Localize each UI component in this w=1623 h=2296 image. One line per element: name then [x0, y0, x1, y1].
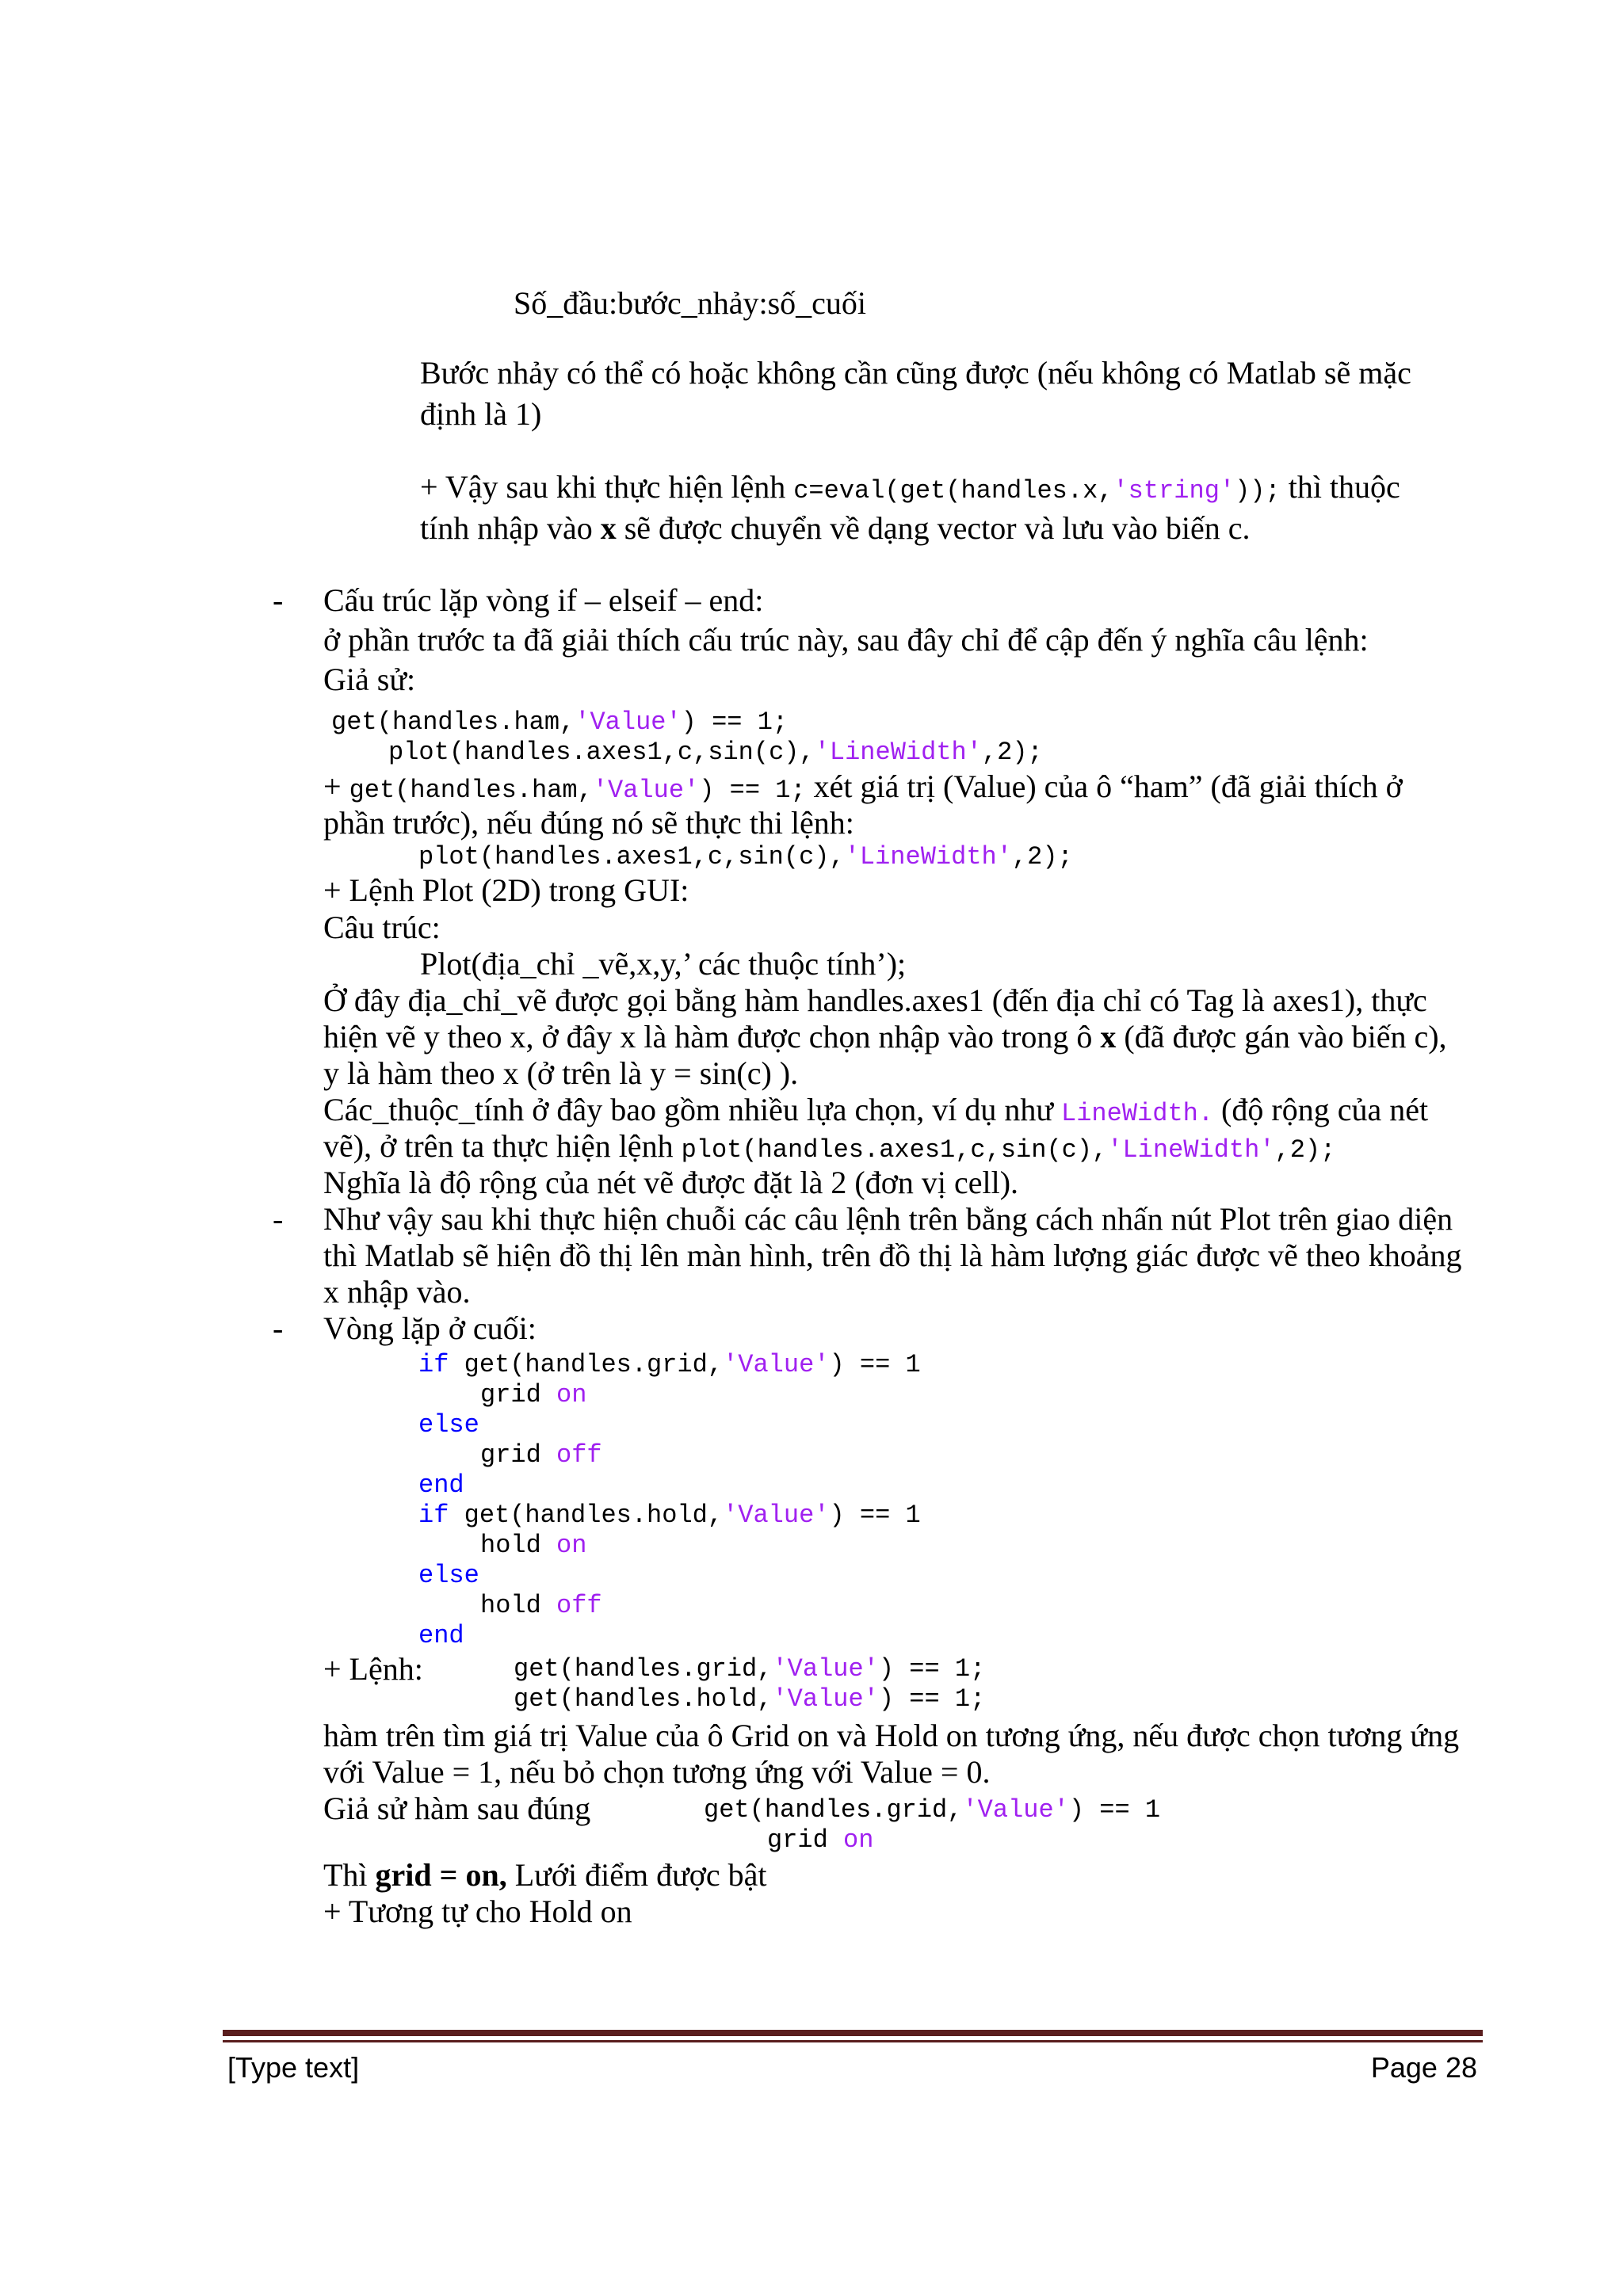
- text-line: Thì grid = on, Lưới điểm được bật: [323, 1857, 767, 1893]
- code-line: get(handles.grid,'Value') == 1;: [514, 1654, 986, 1684]
- text-line: ở phần trước ta đã giải thích cấu trúc này, sau đây chỉ để cập đến ý nghĩa câu lệnh:: [323, 622, 1369, 658]
- code-line: end: [418, 1621, 464, 1650]
- footer-rule-thick: [223, 2030, 1483, 2036]
- text-line: Nghĩa là độ rộng của nét vẽ được đặt là 2 (đơn vị cell).: [323, 1165, 1019, 1200]
- code-line: hold off: [480, 1591, 602, 1620]
- code-line: plot(handles.axes1,c,sin(c),'LineWidth',2);: [418, 842, 1073, 871]
- code-line: get(handles.ham,'Value') == 1;: [331, 707, 789, 737]
- code-line: else: [418, 1561, 479, 1590]
- code-line: else: [418, 1410, 479, 1440]
- text-line: Giả sử hàm sau đúng: [323, 1791, 591, 1826]
- text-line: Số_đầu:bước_nhảy:số_cuối: [514, 285, 866, 321]
- code-line: grid on: [480, 1380, 587, 1409]
- text-line: phần trước), nếu đúng nó sẽ thực thi lệnh:: [323, 805, 854, 841]
- text-line: + Tương tự cho Hold on: [323, 1894, 632, 1929]
- text-line: thì Matlab sẽ hiện đồ thị lên màn hình, trên đồ thị là hàm lượng giác được vẽ theo khoảng: [323, 1238, 1462, 1273]
- text-line: Câu trúc:: [323, 910, 441, 945]
- text-line: hàm trên tìm giá trị Value của ô Grid on và Hold on tương ứng, nếu được chọn tương ứng: [323, 1718, 1460, 1753]
- text-line: Các_thuộc_tính ở đây bao gồm nhiều lựa chọn, ví dụ như LineWidth. (độ rộng của nét: [323, 1092, 1429, 1128]
- code-line: grid off: [480, 1440, 602, 1470]
- bullet-dash: -: [273, 1310, 284, 1346]
- text-line: + Lệnh:: [323, 1651, 423, 1687]
- code-line: grid on: [767, 1825, 874, 1855]
- text-line: y là hàm theo x (ở trên là y = sin(c) ).: [323, 1055, 799, 1091]
- text-line: định là 1): [420, 396, 542, 432]
- text-line: Ở đây địa_chỉ_vẽ được gọi bằng hàm handles.axes1 (đến địa chỉ có Tag là axes1), thực: [323, 982, 1427, 1018]
- code-line: get(handles.grid,'Value') == 1: [704, 1795, 1161, 1825]
- footer-left-text: [Type text]: [227, 2051, 360, 2084]
- text-line: + Vậy sau khi thực hiện lệnh c=eval(get(handles.x,'string')); thì thuộc: [420, 469, 1400, 505]
- code-line: end: [418, 1470, 464, 1500]
- bullet-dash: -: [273, 1201, 284, 1237]
- text-line: Plot(địa_chỉ _vẽ,x,y,’ các thuộc tính’);: [420, 946, 907, 982]
- code-line: get(handles.hold,'Value') == 1;: [514, 1684, 986, 1714]
- text-line: + get(handles.ham,'Value') == 1; xét giá trị (Value) của ô “ham” (đã giải thích ở: [323, 769, 1403, 805]
- text-line: hiện vẽ y theo x, ở đây x là hàm được chọn nhập vào trong ô x (đã được gán vào biến c),: [323, 1019, 1447, 1055]
- text-line: Vòng lặp ở cuối:: [323, 1310, 537, 1346]
- bullet-dash: -: [273, 582, 284, 618]
- code-line: if get(handles.grid,'Value') == 1: [418, 1350, 921, 1379]
- code-line: plot(handles.axes1,c,sin(c),'LineWidth',2);: [388, 738, 1043, 767]
- footer-rule-thin: [223, 2040, 1483, 2042]
- page-number: Page 28: [1370, 2051, 1477, 2084]
- text-line: Cấu trúc lặp vòng if – elseif – end:: [323, 582, 764, 618]
- text-line: x nhập vào.: [323, 1274, 471, 1310]
- text-line: + Lệnh Plot (2D) trong GUI:: [323, 872, 689, 908]
- text-line: với Value = 1, nếu bỏ chọn tương ứng với Value = 0.: [323, 1754, 991, 1790]
- text-line: Bước nhảy có thể có hoặc không cần cũng được (nếu không có Matlab sẽ mặc: [420, 355, 1411, 391]
- code-line: if get(handles.hold,'Value') == 1: [418, 1501, 921, 1530]
- text-line: Như vậy sau khi thực hiện chuỗi các câu lệnh trên bằng cách nhấn nút Plot trên giao diện: [323, 1201, 1453, 1237]
- text-line: vẽ), ở trên ta thực hiện lệnh plot(handles.axes1,c,sin(c),'LineWidth',2);: [323, 1128, 1336, 1165]
- text-line: Giả sử:: [323, 662, 416, 697]
- code-line: hold on: [480, 1531, 587, 1560]
- text-line: tính nhập vào x sẽ được chuyển về dạng vector và lưu vào biến c.: [420, 510, 1251, 546]
